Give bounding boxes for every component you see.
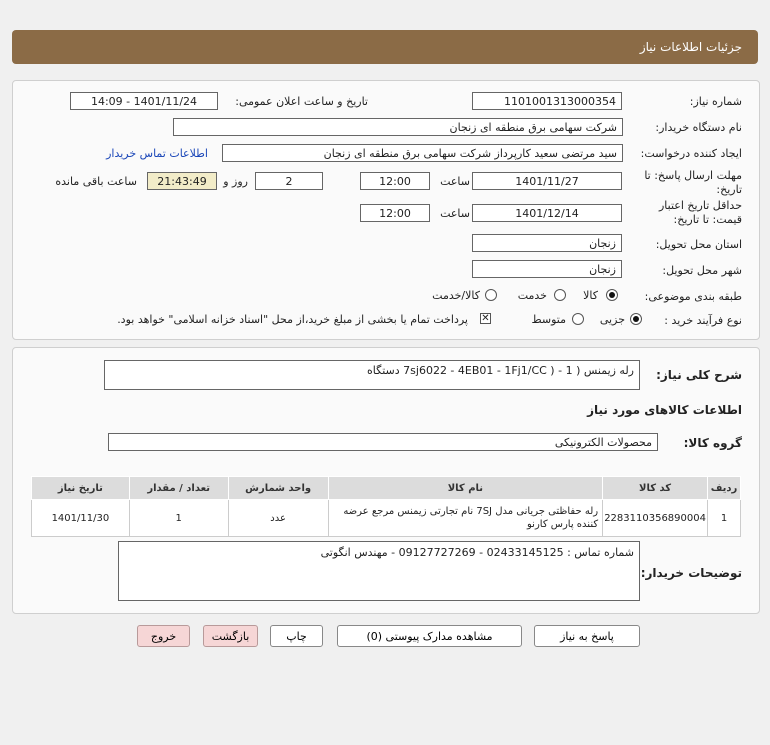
cell-date: 1401/11/30	[32, 500, 130, 537]
need-number-label: شماره نیاز:	[689, 95, 742, 108]
days-field: 2	[255, 172, 323, 190]
cell-qty: 1	[129, 500, 228, 537]
attachments-button[interactable]: مشاهده مدارک پیوستی (0)	[337, 625, 522, 647]
category-service-label: خدمت	[517, 289, 547, 302]
goods-group-label: گروه کالا:	[683, 436, 742, 450]
exit-button[interactable]: خروج	[137, 625, 190, 647]
price-validity-label: حداقل تاریخ اعتبار قیمت: تا تاریخ:	[658, 199, 742, 226]
validity-time-label: ساعت	[440, 207, 470, 220]
province-label: استان محل تحویل:	[655, 238, 742, 251]
cell-unit: عدد	[228, 500, 328, 537]
cell-code: 2283110356890004	[603, 500, 708, 537]
title-bar	[12, 30, 758, 64]
process-medium-label: متوسط	[531, 313, 566, 326]
announce-field: 1401/11/24 - 14:09	[70, 92, 218, 110]
need-number-field: 1101001313000354	[472, 92, 622, 110]
goods-section-title: اطلاعات کالاهای مورد نیاز	[587, 403, 742, 417]
notes-field: شماره تماس : 02433145125 - 09127727269 - مهندس انگوتی	[118, 541, 640, 601]
goods-table	[31, 476, 741, 537]
validity-date-field: 1401/12/14	[472, 204, 622, 222]
city-label: شهر محل تحویل:	[662, 264, 742, 277]
buyer-org-field: شرکت سهامی برق منطقه ای زنجان	[173, 118, 623, 136]
table-row	[32, 500, 741, 537]
category-label: طبقه بندی موضوعی:	[644, 290, 742, 303]
process-minor-radio[interactable]	[630, 313, 642, 325]
col-name: نام کالا	[328, 477, 602, 500]
buyer-contact-link[interactable]: اطلاعات تماس خریدار	[106, 147, 208, 160]
treasury-note: پرداخت تمام یا بخشی از مبلغ خرید،از محل "اسناد خزانه اسلامی" خواهد بود.	[117, 313, 468, 326]
reply-date-field: 1401/11/27	[472, 172, 622, 190]
treasury-checkbox[interactable]: ✕	[481, 313, 490, 324]
reply-deadline-label: مهلت ارسال پاسخ: تا تاریخ:	[644, 169, 742, 196]
requester-field: سید مرتضی سعید کارپرداز شرکت سهامی برق منطقه ای زنجان	[222, 144, 623, 162]
cell-name: رله حفاظتی جریانی مدل 7SJ نام تجارتی زیمنس مرجع عرضه کننده پارس کارنو	[328, 500, 602, 537]
cell-row: 1	[708, 500, 741, 537]
category-both-radio[interactable]	[485, 289, 497, 301]
category-goods-radio[interactable]	[606, 289, 618, 301]
print-button[interactable]: چاپ	[270, 625, 323, 647]
process-medium-radio[interactable]	[572, 313, 584, 325]
col-date: تاریخ نیاز	[32, 477, 130, 500]
back-button[interactable]: بازگشت	[203, 625, 258, 647]
category-service-radio[interactable]	[554, 289, 566, 301]
city-field: زنجان	[472, 260, 622, 278]
validity-time-field: 12:00	[360, 204, 430, 222]
requester-label: ایجاد کننده درخواست:	[640, 147, 742, 160]
category-both-label: کالا/خدمت	[432, 289, 480, 302]
remaining-time-field: 21:43:49	[147, 172, 217, 190]
col-code: کد کالا	[603, 477, 708, 500]
category-goods-label: کالا	[583, 289, 598, 302]
reply-button[interactable]: پاسخ به نیاز	[534, 625, 640, 647]
col-qty: تعداد / مقدار	[129, 477, 228, 500]
reply-time-label: ساعت	[440, 175, 470, 188]
reply-time-field: 12:00	[360, 172, 430, 190]
goods-group-field: محصولات الکترونیکی	[108, 433, 658, 451]
col-row: ردیف	[708, 477, 741, 500]
province-field: زنجان	[472, 234, 622, 252]
process-label: نوع فرآیند خرید :	[664, 314, 742, 327]
summary-label: شرح کلی نیاز:	[656, 368, 742, 382]
page-title: جزئیات اطلاعات نیاز	[639, 40, 742, 54]
notes-label: توضیحات خریدار:	[640, 566, 742, 580]
days-label: روز و	[223, 175, 248, 188]
process-minor-label: جزیی	[599, 313, 625, 326]
summary-field: رله زیمنس ( 1 - ( 7sj6022 - 4EB01 - 1Fj1/CC دستگاه	[104, 360, 640, 390]
remaining-time-label: ساعت باقی مانده	[55, 175, 137, 188]
col-unit: واحد شمارش	[228, 477, 328, 500]
announce-label: تاریخ و ساعت اعلان عمومی:	[235, 95, 368, 108]
buyer-org-label: نام دستگاه خریدار:	[655, 121, 742, 134]
